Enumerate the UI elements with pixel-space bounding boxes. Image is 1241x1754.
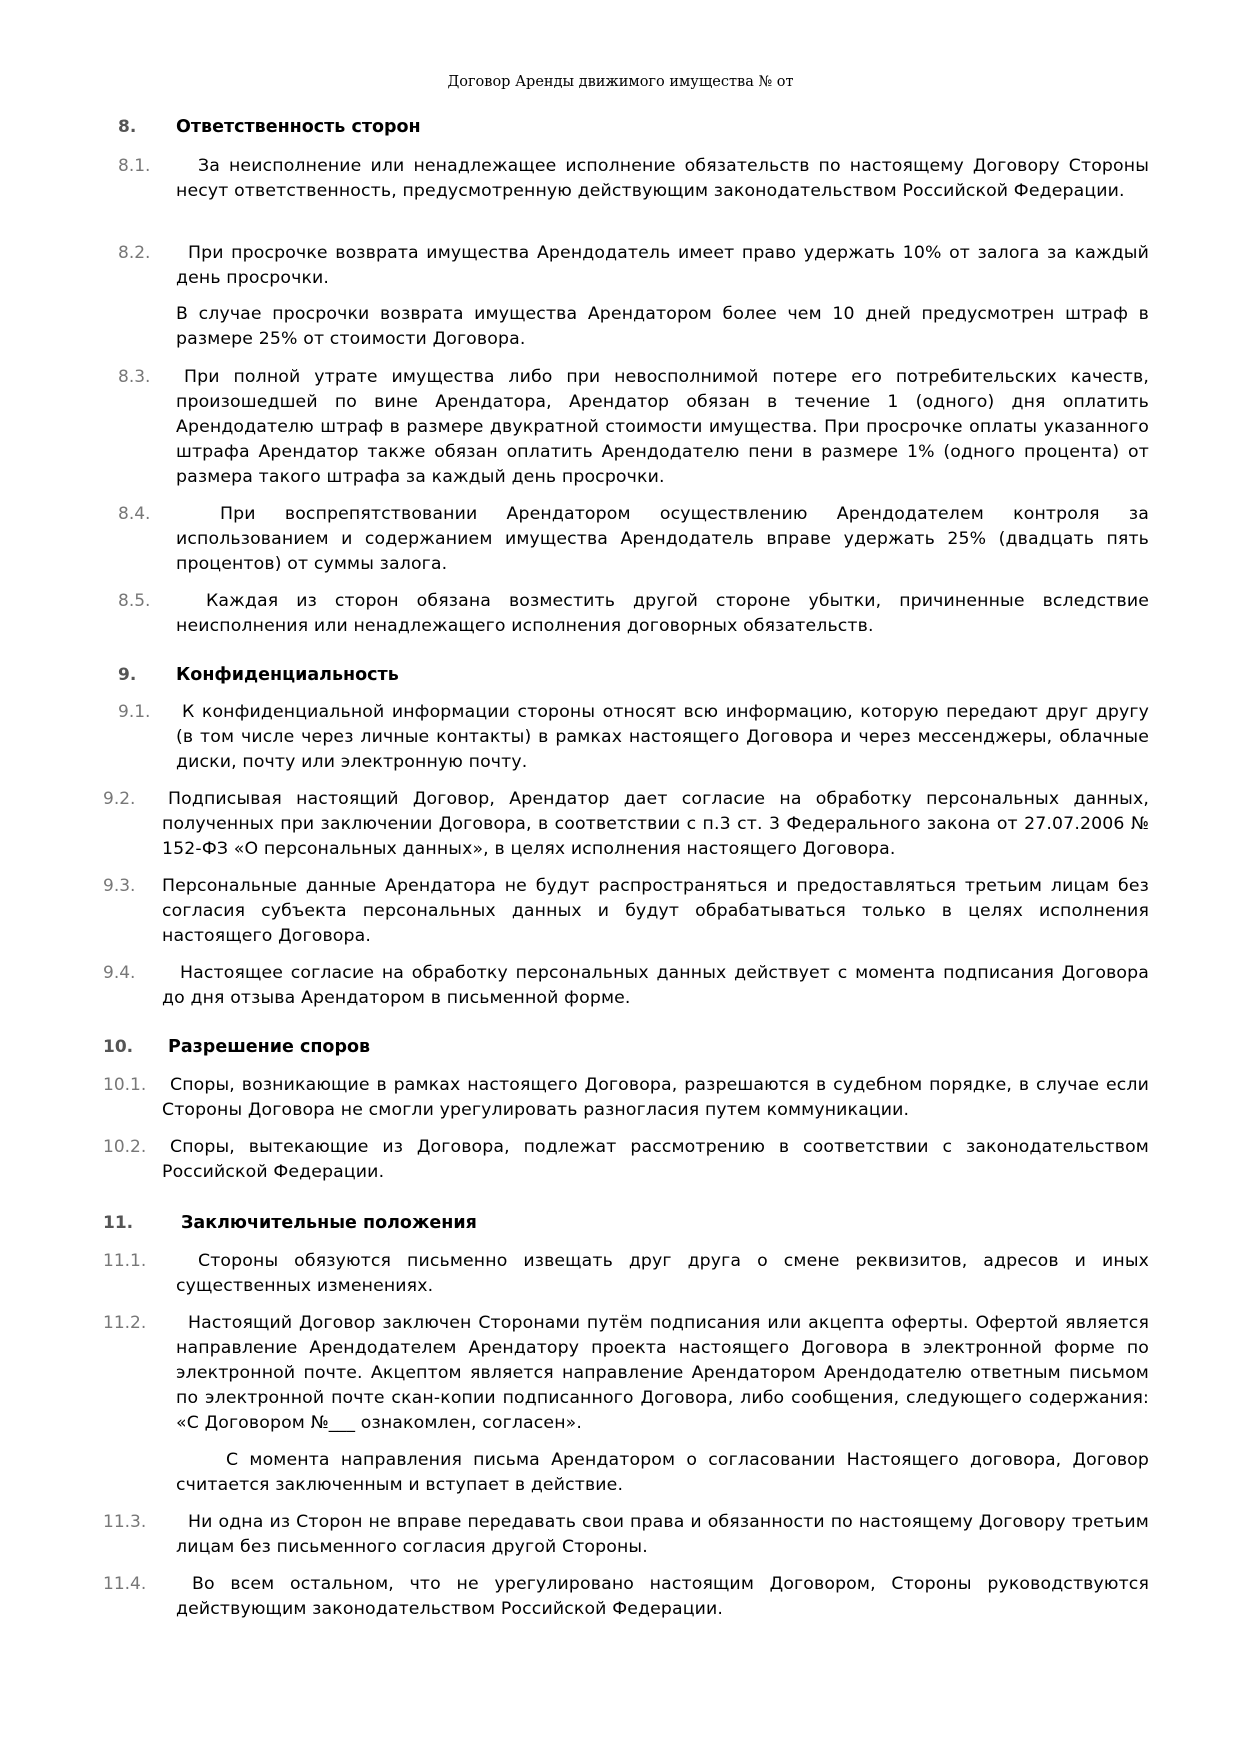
section-number: 11. xyxy=(103,1213,134,1233)
clause-number: 11.1. xyxy=(103,1251,147,1271)
clause-text: В случае просрочки возврата имущества Арендатором более чем 10 дней предусмотрен штраф в размере 25% от стоимости Договора. xyxy=(176,304,1149,349)
clause-text: Во всем остальном, что не урегулировано настоящим Договором, Стороны руководствуются действующим законодательством Российской Федерации. xyxy=(176,1574,1149,1619)
clause-text: Подписывая настоящий Договор, Арендатор дает согласие на обработку персональных данных, полученных при заключении Договора, в соответствии с п.3 ст. 3 Федерального закона от 27.07.2006 № 152-ФЗ «О персональных данных», в целях исполнения настоящего Договора. xyxy=(162,789,1149,859)
clause-text: К конфиденциальной информации стороны относят всю информацию, которую передают друг другу (в том числе через личные контакты) в рамках настоящего Договора и через мессенджеры, облачные диски, почту или электронную почту. xyxy=(176,702,1149,772)
clause-number: 9.3. xyxy=(103,876,136,896)
section-title: Конфиденциальность xyxy=(176,665,399,685)
clause-text: При просрочке возврата имущества Арендодатель имеет право удержать 10% от залога за каждый день просрочки. xyxy=(176,243,1149,288)
clause-number: 10.2. xyxy=(103,1137,147,1157)
clause-number: 9.1. xyxy=(118,702,151,722)
section-number: 9. xyxy=(118,665,137,685)
section-title: Разрешение споров xyxy=(168,1037,371,1057)
clause-text: Ни одна из Сторон не вправе передавать свои права и обязанности по настоящему Договору третьим лицам без письменного согласия другой Стороны. xyxy=(176,1512,1149,1557)
section-number: 10. xyxy=(103,1037,134,1057)
clause-text: Персональные данные Арендатора не будут распространяться и предоставляться третьим лицам без согласия субъекта персональных данных и будут обрабатываться только в целях исполнения настоящего Договора. xyxy=(162,876,1149,946)
clause-number: 9.4. xyxy=(103,963,136,983)
running-header: Договор Аренды движимого имущества № от xyxy=(447,74,794,90)
clause-number: 11.2. xyxy=(103,1313,147,1333)
clause-text: При полной утрате имущества либо при невосполнимой потере его потребительских качеств, произошедшей по вине Арендатора, Арендатор обязан в течение 1 (одного) дня оплатить Арендодателю штраф в размере двукратной стоимости имущества. При просрочке оплаты указанного штрафа Арендатор также обязан оплатить Арендодателю пени в размере 1% (одного процента) от размера такого штрафа за каждый день просрочки. xyxy=(176,367,1149,487)
clause-number: 11.3. xyxy=(103,1512,147,1532)
section-title: Заключительные положения xyxy=(181,1213,477,1233)
clause-number: 11.4. xyxy=(103,1574,147,1594)
clause-text: Споры, возникающие в рамках настоящего Договора, разрешаются в судебном порядке, в случае если Стороны Договора не смогли урегулировать разногласия путем коммуникации. xyxy=(162,1075,1149,1120)
clause-text: При воспрепятствовании Арендатором осуществлению Арендодателем контроля за использованием и содержанием имущества Арендодатель вправе удержать 25% (двадцать пять процентов) от суммы залога. xyxy=(176,504,1149,574)
clause-number: 8.3. xyxy=(118,367,151,387)
clause-number: 8.5. xyxy=(118,591,151,611)
clause-number: 9.2. xyxy=(103,789,136,809)
clause-text: Настоящий Договор заключен Сторонами путём подписания или акцепта оферты. Офертой является направление Арендодателем Арендатору проекта настоящего Договора в электронной форме по электронной почте. Акцептом является направление Арендатором Арендодателю ответным письмом по электронной почте скан-копии подписанного Договора, либо сообщения, следующего содержания: «С Договором №___ ознакомлен, согласен». xyxy=(176,1313,1149,1433)
clause-text: Стороны обязуются письменно извещать друг друга о смене реквизитов, адресов и иных существенных изменениях. xyxy=(176,1251,1149,1296)
clause-number: 8.1. xyxy=(118,156,151,176)
clause-text: Настоящее согласие на обработку персональных данных действует с момента подписания Договора до дня отзыва Арендатором в письменной форме. xyxy=(162,963,1149,1008)
clause-number: 10.1. xyxy=(103,1075,147,1095)
clause-text: Каждая из сторон обязана возместить другой стороне убытки, причиненные вследствие неисполнения или ненадлежащего исполнения договорных обязательств. xyxy=(176,591,1149,636)
clause-text: За неисполнение или ненадлежащее исполнение обязательств по настоящему Договору Стороны несут ответственность, предусмотренную действующим законодательством Российской Федерации. xyxy=(176,156,1149,201)
section-title: Ответственность сторон xyxy=(176,117,421,137)
clause-text: С момента направления письма Арендатором о согласовании Настоящего договора, Договор считается заключенным и вступает в действие. xyxy=(176,1450,1149,1495)
clause-number: 8.4. xyxy=(118,504,151,524)
clause-text: Споры, вытекающие из Договора, подлежат рассмотрению в соответствии с законодательством Российской Федерации. xyxy=(162,1137,1149,1182)
section-number: 8. xyxy=(118,117,137,137)
clause-number: 8.2. xyxy=(118,243,151,263)
